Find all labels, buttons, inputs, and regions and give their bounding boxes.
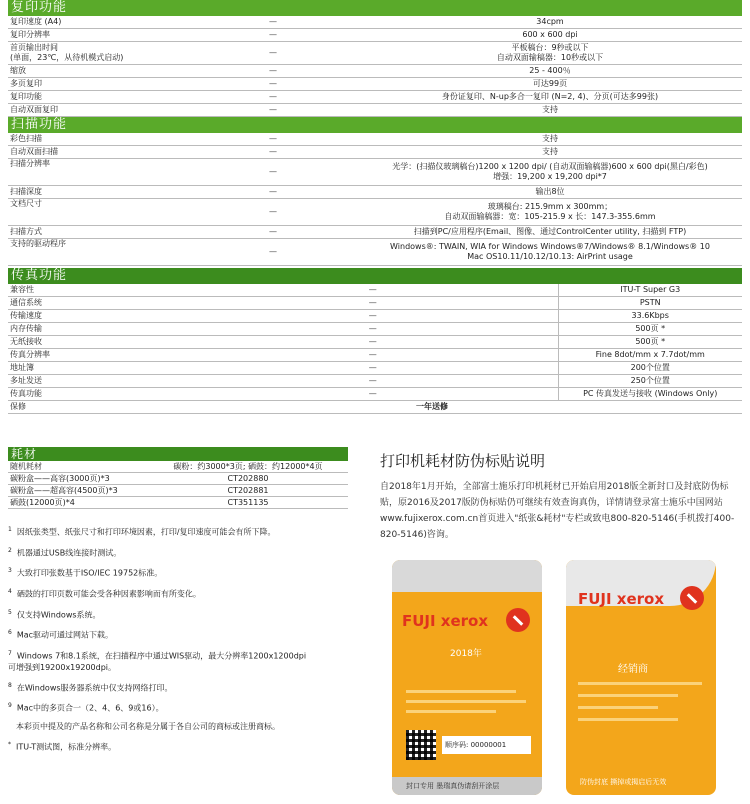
footnote: $^3$ 大致打印张数基于ISO/IEC 19752标准。 bbox=[8, 567, 163, 578]
table-row: 多页复印 — 可达99页 bbox=[8, 78, 742, 91]
footnote: $^2$ 机器通过USB线连接时测试。 bbox=[8, 546, 122, 558]
table-row: 缩放 — 25 - 400％ bbox=[8, 65, 742, 78]
table-row: 彩色扫描 — 支持 bbox=[8, 133, 742, 146]
table-row: 地址簿 — 200个位置 bbox=[8, 362, 742, 375]
table-row: 复印分辨率 — 600 x 600 dpi bbox=[8, 29, 742, 42]
footnotes bbox=[8, 524, 353, 760]
table-row: 复印速度 (A4) — 34cpm bbox=[8, 16, 742, 29]
anticounterfeit-title: 打印机耗材防伪标贴说明 bbox=[380, 452, 546, 470]
table-row: 首页输出时间 (单面，23℃，从待机模式启动) — 平板稿台：9秒或以下 自动双面输稿器：10秒或以下 bbox=[8, 42, 742, 65]
table-row: 随机耗材 碳粉：约3000*3页; 硒鼓：约12000*4页 bbox=[8, 461, 348, 473]
xerox-ball-icon bbox=[680, 586, 704, 610]
table-row: 自动双面扫描 — 支持 bbox=[8, 146, 742, 159]
table-row: 兼容性 — ITU-T Super G3 bbox=[8, 284, 742, 297]
table-row: 碳粉盒——高容(3000页)*3 CT202880 bbox=[8, 473, 348, 485]
copy-table bbox=[8, 16, 742, 117]
label-front-image: FUJI xerox 2018年 顺序码: 00000001 封口专用 墨瑞真伪请刮开涂层 bbox=[392, 560, 542, 795]
table-row: 扫描方式 — 扫描到PC/应用程序(Email、图像、通过ControlCenter utility, 扫描到 FTP) bbox=[8, 226, 742, 239]
table-row: 扫描分辨率 — 光学：(扫描仪玻璃稿台)1200 x 1200 dpi/ (自动双面输稿器)600 x 600 dpi(黑白/彩色) 增强：19,200 x 19,200 dpi*7 bbox=[8, 159, 742, 186]
section-title-copy: 复印功能 bbox=[8, 0, 742, 16]
anticounterfeit-body: 自2018年1月开始，全部富士施乐打印机耗材已开始启用2018版全新封口及封底防伪标贴，原2016及2017版防伪标贴仍可继续有效查询真伪，详情请登录富士施乐中国网站www.fujixerox.com.cn首页进入"纸张&耗材"专栏或致电800-820-5146(手机拨打400-820-5146)咨询。 bbox=[380, 482, 735, 540]
table-row: 自动双面复印 — 支持 bbox=[8, 104, 742, 117]
consumables-table bbox=[8, 447, 348, 509]
fujixerox-logo: FUJI xerox bbox=[578, 590, 665, 608]
footnote: * ITU-T测试图，标准分辨率。 bbox=[8, 740, 117, 752]
footnote: $^4$ 硒鼓的打印页数可能会受各种因素影响而有所变化。 bbox=[8, 587, 201, 599]
footnote: $^1$ 因纸张类型、纸张尺寸和打印环境因素，打印/复印速度可能会有所下降。 bbox=[8, 526, 276, 537]
table-row: 硒鼓(12000页)*4 CT351135 bbox=[8, 497, 348, 509]
xerox-ball-icon bbox=[506, 608, 530, 632]
table-row: 无纸接收 — 500页 * bbox=[8, 336, 742, 349]
section-title-scan: 扫描功能 bbox=[8, 117, 742, 133]
table-row: 传输速度 — 33.6Kbps bbox=[8, 310, 742, 323]
spec-table bbox=[8, 0, 742, 414]
table-row: 复印功能 — 身份证复印、N-up多合一复印 (N=2, 4)、分页(可达多99张) bbox=[8, 91, 742, 104]
label-back-image: FUJI xerox 经销商 防伪封底 撕掉或揭启后无效 bbox=[566, 560, 716, 795]
footnote: $^6$ Mac驱动可通过网站下载。 bbox=[8, 629, 114, 640]
table-row: 文档尺寸 — 玻璃稿台: 215.9mm x 300mm； 自动双面输稿器：宽：105-215.9 x 长：147.3-355.6mm bbox=[8, 199, 742, 226]
fujixerox-logo: FUJI xerox bbox=[402, 612, 489, 630]
footnote: $^5$ 仅支持Windows系统。 bbox=[8, 608, 101, 620]
footnote: $^9$ Mac中的多页合一（2、4、6、9或16）。 bbox=[8, 702, 164, 713]
table-row: 保修 一年送修 bbox=[8, 401, 742, 414]
table-row: 支持的驱动程序 — Windows®: TWAIN, WIA for Windows Windows®7/Windows® 8.1/Windows® 10 Mac OS10.11/10.12/10.13: AirPrint usage bbox=[8, 239, 742, 266]
table-row: 碳粉盒——超高容(4500页)*3 CT202881 bbox=[8, 485, 348, 497]
qr-code-icon bbox=[406, 730, 436, 760]
fax-table bbox=[8, 284, 742, 414]
table-row: 多址发送 — 250个位置 bbox=[8, 375, 742, 388]
section-title-fax: 传真功能 bbox=[8, 268, 742, 284]
table-row: 通信系统 — PSTN bbox=[8, 297, 742, 310]
section-title-consumables: 耗材 bbox=[8, 447, 348, 461]
scan-table bbox=[8, 133, 742, 266]
footnote: 本彩页中提及的产品名称和公司名称是分属于各自公司的商标或注册商标。 bbox=[16, 721, 280, 731]
table-row: 扫描深度 — 输出8位 bbox=[8, 186, 742, 199]
footnote: $^7$ Windows 7和8.1系统，在扫描程序中通过WIS驱动，最大分辨率1200x1200dpi 可增强到19200x19200dpi。 bbox=[8, 649, 307, 672]
table-row: 传真功能 — PC 传真发送与接收 (Windows Only) bbox=[8, 388, 742, 401]
anticounterfeit-section bbox=[380, 450, 742, 543]
table-row: 传真分辨率 — Fine 8dot/mm x 7.7dot/mm bbox=[8, 349, 742, 362]
footnote: $^8$ 在Windows服务器系统中仅支持网络打印。 bbox=[8, 681, 173, 693]
table-row: 内存传输 — 500页 * bbox=[8, 323, 742, 336]
